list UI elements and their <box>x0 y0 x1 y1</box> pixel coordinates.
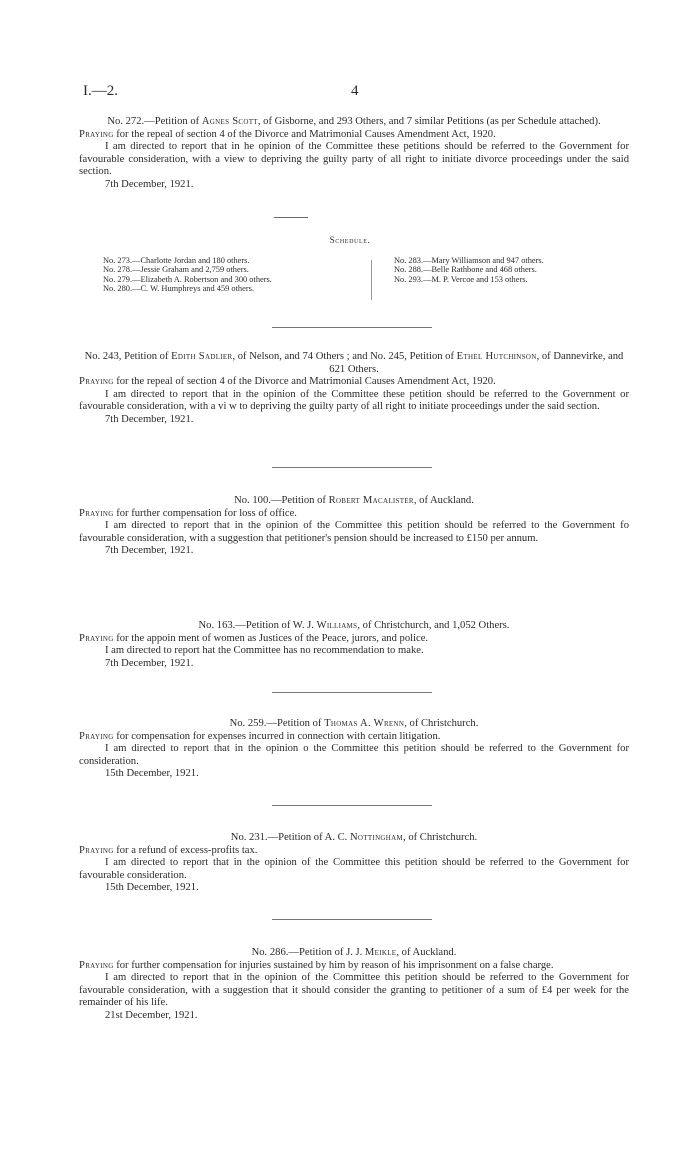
schedule-right-column <box>394 256 544 284</box>
schedule-entry: No. 279.—Elizabeth A. Robertson and 300 others. <box>103 274 272 284</box>
petition-section <box>79 620 629 670</box>
report-date: 21st December, 1921. <box>105 1009 198 1021</box>
report-date: 7th December, 1921. <box>105 657 194 669</box>
schedule-heading: Schedule. <box>329 235 371 245</box>
schedule-entry: No. 288.—Belle Rathbone and 468 others. <box>394 265 537 275</box>
schedule-entry: No. 280.—C. W. Humphreys and 459 others. <box>103 284 254 294</box>
schedule-entry: No. 283.—Mary Williamson and 947 others. <box>394 256 544 265</box>
committee-report: I am directed to report that in the opinion o the Committee this petition should be referred to the Government for consideration. <box>79 743 629 767</box>
schedule-entry: No. 278.—Jessie Graham and 2,759 others. <box>103 265 249 275</box>
report-date: 15th December, 1921. <box>105 768 199 780</box>
petition-praying: Praying for a refund of excess-profits tax. <box>79 844 258 856</box>
petition-title: No. 231.—Petition of A. C. Nottingham, of Christchurch. <box>230 832 478 843</box>
report-date: 7th December, 1921. <box>105 545 194 557</box>
petition-praying: Praying for the repeal of section 4 of the Divorce and Matrimonial Causes Amendment Act, 1920. <box>79 376 496 388</box>
petition-praying: Praying for the repeal of section 4 of the Divorce and Matrimonial Causes Amendment Act, 1920. <box>79 128 496 140</box>
petition-section <box>79 718 629 781</box>
petition-title: No. 163.—Petition of W. J. Williams, of Christchurch, and 1,052 Others. <box>198 620 510 631</box>
committee-report: I am directed to report that in he opinion of the Committee these petitions should be referred to the Government for favourable consideration, with a view to depriving the guilty party of all right to initiate divorce proceedings under the said section. <box>79 141 629 178</box>
schedule-entry: No. 293.—M. P. Vercoe and 153 others. <box>394 274 528 284</box>
schedule-entry: No. 273.—Charlotte Jordan and 180 others. <box>103 256 250 265</box>
petition-title: No. 286.—Petition of J. J. Meikle, of Auckland. <box>251 947 457 958</box>
report-date: 7th December, 1921. <box>105 413 194 425</box>
schedule-left-column <box>103 256 272 294</box>
section-separator <box>272 692 432 693</box>
petition-section <box>79 832 629 895</box>
committee-report: I am directed to report that in the opinion of the Committee this petition should be referred to the Government for favourable consideration. <box>79 857 629 881</box>
petition-praying: Praying for further compensation for loss of office. <box>79 507 297 519</box>
committee-report: I am directed to report that in the opinion of the Committee this petition should be referred to the Government fo favourable consideration, with a suggestion that petitioner's pension should be increased to £150 per annum. <box>79 520 629 544</box>
short-separator <box>0 217 700 218</box>
petition-section <box>79 495 629 558</box>
petition-title: No. 272.—Petition of Agnes Scott, of Gisborne, and 293 Others, and 7 similar Petitions (as per Schedule attached). <box>107 116 601 127</box>
report-date: 7th December, 1921. <box>105 178 194 190</box>
page-header <box>83 83 629 103</box>
petition-section <box>79 116 629 192</box>
petition-title: No. 259.—Petition of Thomas A. Wrenn, of Christchurch. <box>229 718 479 729</box>
petition-praying: Praying for the appoin ment of women as Justices of the Peace, jurors, and police. <box>79 632 429 644</box>
petition-title: No. 243, Petition of Edith Sadlier, of Nelson, and 74 Others ; and No. 245, Petition of Ethel Hutchinson, of Dannevirke, and 621 Others. <box>84 351 624 375</box>
section-separator <box>272 805 432 806</box>
report-date: 15th December, 1921. <box>105 882 199 894</box>
petition-title: No. 100.—Petition of Robert Macalister, of Auckland. <box>234 495 474 506</box>
paper-reference: I.—2. <box>83 83 118 99</box>
committee-report: I am directed to report that in the opinion of the Committee this petition should be referred to the Government for favourable consideration, with a suggestion that it should consider the granting to petitioner of a sum of £4 per week for the remainder of his life. <box>79 972 629 1009</box>
petition-praying: Praying for compensation for expenses incurred in connection with certain litigation. <box>79 730 441 742</box>
committee-report: I am directed to report that in the opinion of the Committee these petition should be referred to the Government or favourable consideration, with a vi w to depriving the guilty party of all right to initiate proceedings under the said section. <box>79 388 629 413</box>
section-separator <box>272 327 432 328</box>
section-separator <box>272 919 432 920</box>
petition-section <box>79 947 629 1023</box>
petition-praying: Praying for further compensation for injuries sustained by him by reason of his imprisonment on a false charge. <box>79 959 554 971</box>
page-number: 4 <box>351 83 359 99</box>
committee-report: I am directed to report hat the Committee has no recommendation to make. <box>105 645 424 657</box>
petition-section <box>79 351 629 427</box>
schedule-divider <box>371 260 372 300</box>
section-separator <box>272 467 432 468</box>
